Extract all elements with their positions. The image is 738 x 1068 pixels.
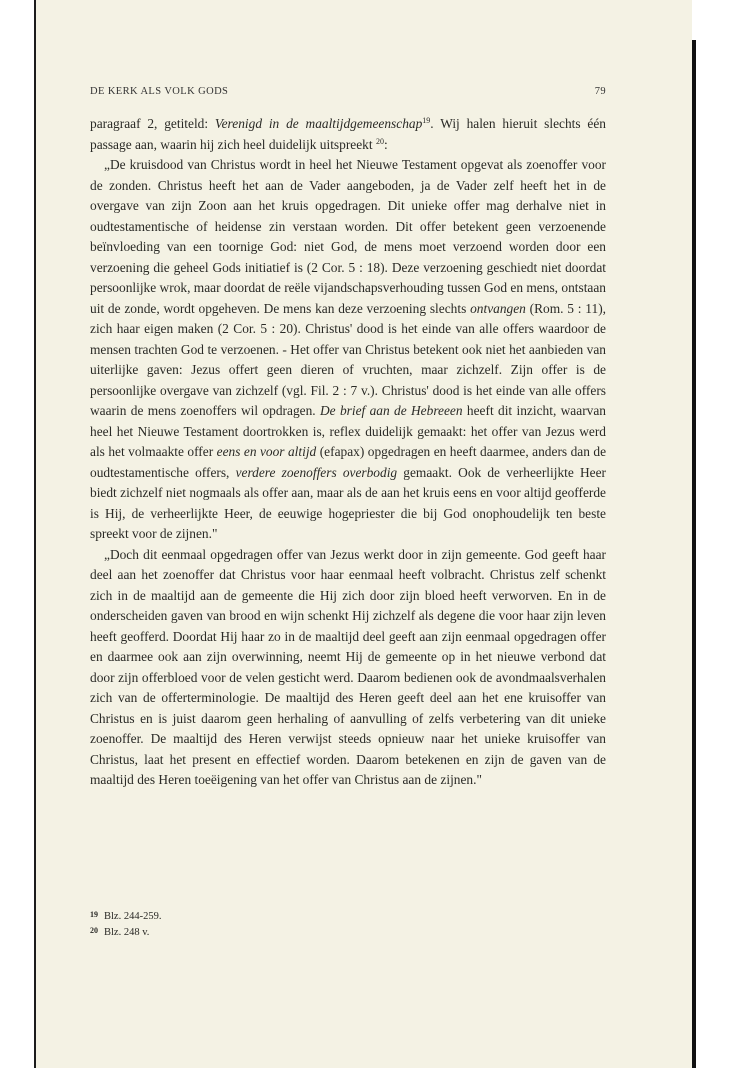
page-edge-right [692,40,696,1068]
running-header [90,86,606,97]
emphasis: ontvangen [470,300,526,316]
page-number: 79 [594,86,606,97]
running-title: DE KERK ALS VOLK GODS [90,86,229,97]
footnote: $^{20}$ Blz. 248 v. [90,926,150,938]
body-text [90,114,606,791]
paragraph: paragraaf 2, getiteld: Verenigd in de maaltijdgemeenschap$^{19}$. Wij halen hieruit slechts één passage aan, waarin hij zich heel duidelijk uitspreekt $^{20}$: [90,116,606,152]
footnote: $^{19}$ Blz. 244-259. [90,910,162,922]
page-edge-left [34,0,36,1068]
quote-paragraph: „Doch dit eenmaal opgedragen offer van Jezus werkt door in zijn gemeente. God geeft haar deel aan het zoenoffer dat Christus voor haar eenmaal heeft volbracht. Christus zelf schenkt zich in de maaltijd aan de gemeente die Hij zich door zijn bloed heeft verworven. En in de onderscheiden gaven van brood en wijn schenkt Hij zichzelf als degene die voor haar zijn leven heeft geofferd. Doordat Hij haar zo in de maaltijd deel geeft aan zijn eenmaal opgedragen offer en daarmee ook aan zijn overwinning, neemt Hij de gemeente op in het nieuwe verbond dat door zijn offerbloed voor de velen gesticht werd. Daarom bedienen ook de avondmaalsverhalen zich van de offerterminologie. De maaltijd des Heren geeft deel aan het ene kruisoffer van Christus en is juist daarom geen herhaling of aanvulling of zelfs verbetering van dit unieke zoenoffer. De maaltijd des Heren verwijst steeds opnieuw naar het unieke kruisoffer van Christus, laat het present en effectief worden. Daarom betekenen en zijn de gaven van de maaltijd des Heren toeëigening van het offer van Christus aan de zijnen." [90,546,606,787]
footnote-ref: 19 [422,116,431,125]
emphasis: Verenigd in de maaltijdgemeenschap [214,116,423,131]
quote-paragraph: „De kruisdood van Christus wordt in heel het Nieuwe Testament opgevat als zoenoffer voor de zonden. Christus heeft het aan de Vader aangeboden, ja de Vader zelf heeft het in de overgave van zijn Zoon aan het kruis opgedragen. Dit unieke offer mag derhalve niet in oudtestamentische of heidense zin verstaan worden. Dit offer betekent geen verzoenende beïnvloeding van een toornige God: niet God, de mens moet verzoend worden door een verzoening die geheel Gods initiatief is (2 Cor. 5 : 18). Deze verzoening geschiedt niet doordat persoonlijke wrok, maar doordat de reële vijandschapsverhouding tussen God en mens, ontstaan uit de zonde, wordt opgeheven. De mens kan deze verzoening slechts ontvangen (Rom. 5 : 11), zich haar eigen maken (2 Cor. 5 : 20). Christus' dood is het einde van alle offers waardoor de mensen trachten God te verzoenen. - Het offer van Christus betekent ook niet het aanbieden van uiterlijke gaven: Jezus offert geen dieren of vruchten, maar zichzelf. Zijn offer is de persoonlijke overgave van zichzelf (vgl. Fil. 2 : 7 v.). Christus' dood is het einde van alle offers waarin de mens zoenoffers wil opdragen. De brief aan de Hebreeen heeft dit inzicht, waarvan heel het Nieuwe Testament doortrokken is, reflex duidelijk gemaakt: het offer van Jezus werd als het volmaakte offer eens en voor altijd (efapax) opgedragen en heeft daarmee, anders dan de oudtestamentische offers, verdere zoenoffers overbodig gemaakt. Ook de verheerlijkte Heer biedt zichzelf niet nogmaals als offer aan, maar als de aan het kruis eens en voor altijd geofferde is Hij, de verheerlijkte Heer, de eeuwige hogepriester die bij God onophoudelijk ten beste spreekt voor de zijnen." [90,157,607,541]
emphasis: verdere zoenoffers overbodig [235,464,398,480]
footnote-ref: 20 [375,136,384,146]
emphasis: eens en voor altijd [216,444,317,459]
footnotes [90,908,390,940]
emphasis: De brief aan de Hebreeen [319,403,463,418]
